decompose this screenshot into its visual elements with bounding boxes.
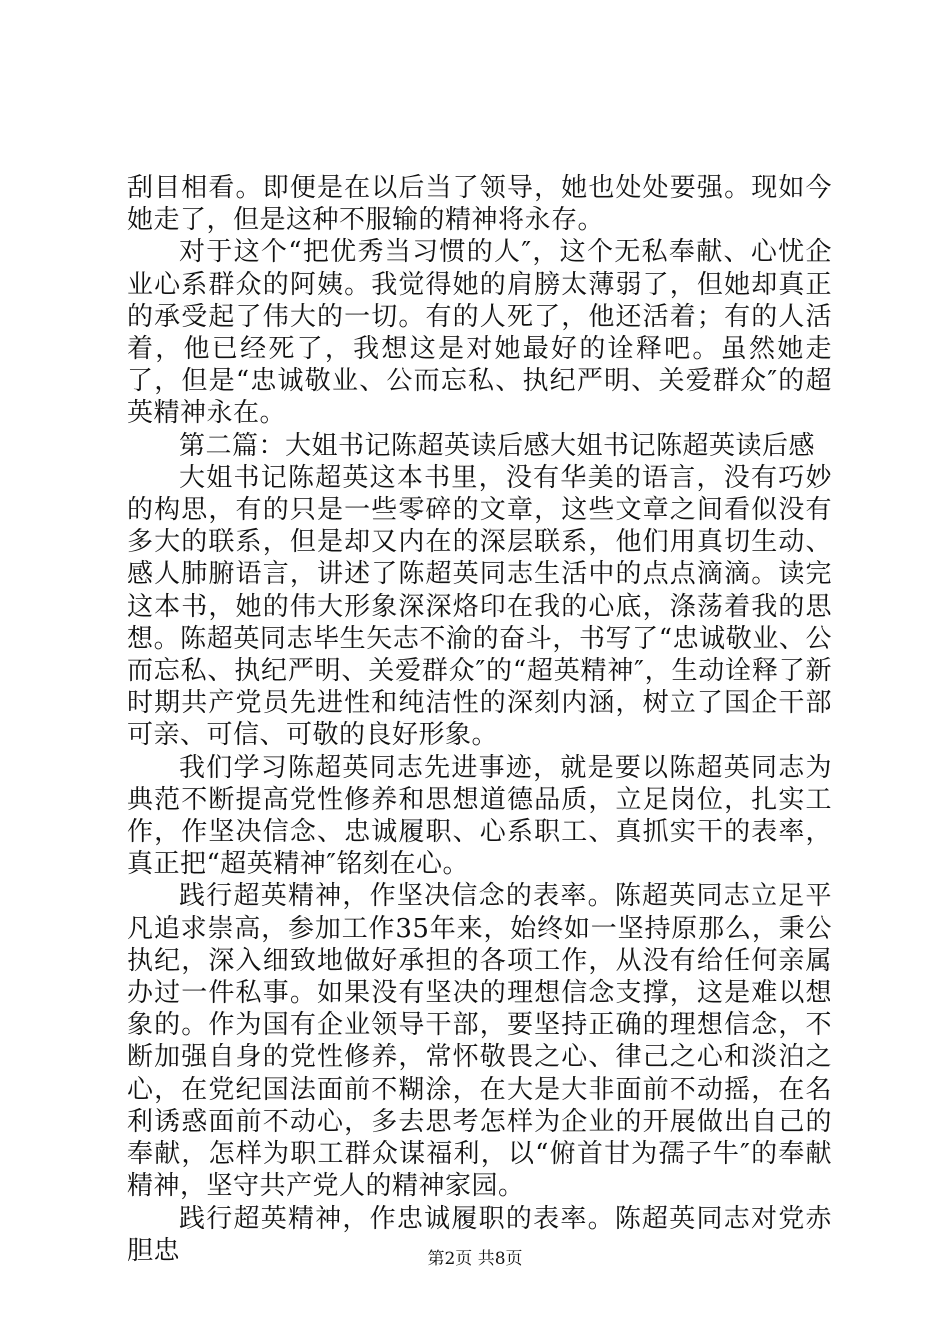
paragraph-2: 对于这个“把优秀当习惯的人″，这个无私奉献、心忧企业心系群众的阿姨。我觉得她的肩膀太薄弱了，但她却真正的承受起了伟大的一切。有的人死了，他还活着；有的人活着，他已经死了，我想这是对她最好的诠释吧。虽然她走了，但是“忠诚敬业、公而忘私、执纪严明、关爱群众″的超英精神永在。 (127, 237, 832, 429)
page-footer: 第2页 共8页 (427, 1249, 523, 1269)
paragraph-6: 践行超英精神，作忠诚履职的表率。陈超英同志对党赤胆忠 (127, 1203, 832, 1266)
paragraph-3: 大姐书记陈超英这本书里，没有华美的语言，没有巧妙的构思，有的只是一些零碎的文章，这些文章之间看似没有多大的联系，但是却又内在的深层联系，他们用真切生动、感人肺腑语言，讲述了陈超英同志生活中的点点滴滴。读完这本书，她的伟大形象深深烙印在我的心底，涤荡着我的思想。陈超英同志毕生矢志不渝的奋斗，书写了“忠诚敬业、公而忘私、执纪严明、关爱群众″的“超英精神″，生动诠释了新时期共产党员先进性和纯洁性的深刻内涵，树立了国企干部可亲、可信、可敬的良好形象。 (127, 462, 832, 751)
section-heading: 第二篇：大姐书记陈超英读后感大姐书记陈超英读后感 (179, 430, 816, 461)
paragraph-1: 刮目相看。即便是在以后当了领导，她也处处要强。现如今她走了，但是这种不服输的精神将永存。 (127, 173, 832, 236)
body-text (127, 172, 832, 1267)
paragraph-5: 践行超英精神，作坚决信念的表率。陈超英同志立足平凡追求崇高，参加工作35年来，始终如一坚持原那么，秉公执纪，深入细致地做好承担的各项工作，从没有给任何亲属办过一件私事。如果没有坚决的理想信念支撑，这是难以想象的。作为国有企业领导干部，要坚持正确的理想信念，不断加强自身的党性修养，常怀敬畏之心、律己之心和淡泊之心，在党纪国法面前不糊涂，在大是大非面前不动摇，在名利诱惑面前不动心，多去思考怎样为企业的开展做出自己的奉献，怎样为职工群众谋福利，以“俯首甘为孺子牛″的奉献精神，坚守共产党人的精神家园。 (127, 881, 832, 1202)
paragraph-4: 我们学习陈超英同志先进事迹，就是要以陈超英同志为典范不断提高党性修养和思想道德品质，立足岗位，扎实工作，作坚决信念、忠诚履职、心系职工、真抓实干的表率，真正把“超英精神″铭刻在心。 (127, 752, 832, 880)
